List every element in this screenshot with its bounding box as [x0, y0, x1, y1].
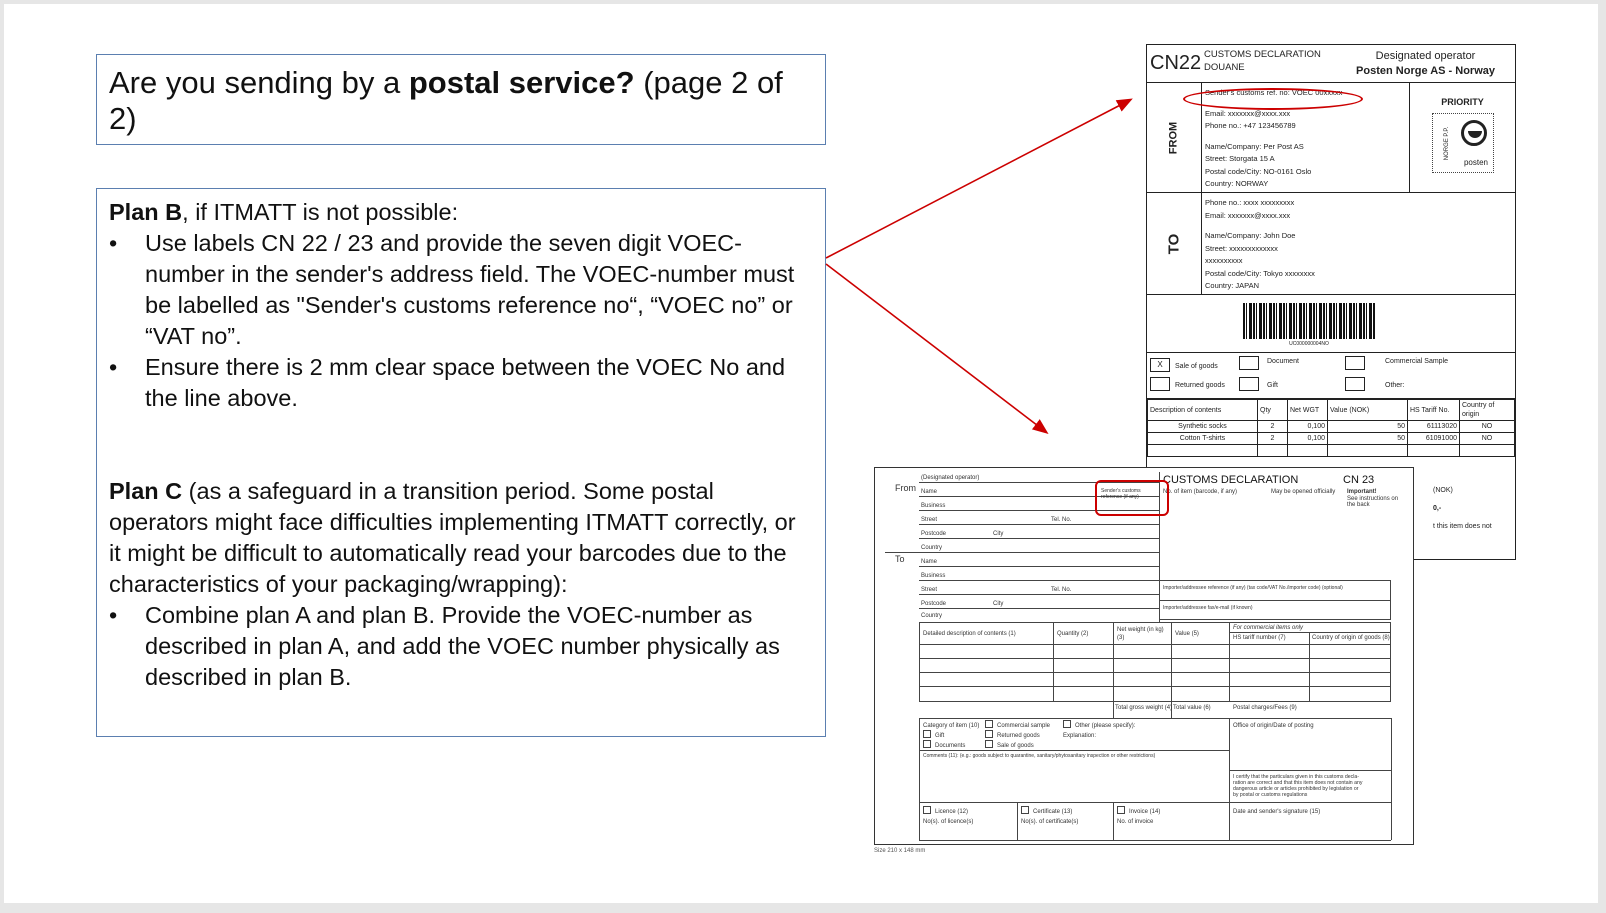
cn22-to-section: TO Phone no.: xxxx xxxxxxxxx Email: xxxxxxx@xxxx.xxx Name/Company: John Doe Street: xxxxxxxxxxxxx xxxxxxxxxx Postal code/City: Tokyo xxxxxxxx Country: JAPAN — [1147, 193, 1515, 295]
sender-ref-highlight — [1095, 480, 1169, 516]
cn22-code: CN22 — [1150, 52, 1202, 74]
voec-highlight-ellipse — [1183, 88, 1363, 110]
plan-b-list — [109, 228, 813, 414]
plan-c-bullet: • Combine plan A and plan B. Provide the VOEC-number as described in plan A, and add the VOEC number physically as described in plan B. — [109, 600, 813, 693]
plan-b-bullet: • Use labels CN 22 / 23 and provide the seven digit VOEC-number in the sender's address field. The VOEC-number must be labelled as "Sender's customs reference no“, “VOEC no” or “VAT no”. — [109, 228, 813, 352]
barcode-section: UC000000004NO — [1147, 295, 1515, 353]
cn22-from-section: FROM Sender's customs ref. no: VOEC 00xxxxx Email: xxxxxxx@xxxx.xxx Phone no.: +47 123456789 Name/Company: Per Post AS Street: Storgata 15 A Postal code/City: NO-0161 Oslo Country: NORWAY PRIORITY NORGE P.P. posten — [1147, 83, 1515, 193]
plan-c-heading: Plan C (as a safeguard in a transition period. Some postal operators might face difficulties implementing ITMATT correctly, or it might be difficult to automatically read your barcodes due to the characteristics of your packaging/wrapping): — [109, 478, 796, 597]
slide — [4, 4, 1598, 903]
content-box — [96, 188, 826, 737]
cn22-declaration-title: CUSTOMS DECLARATION DOUANE — [1204, 49, 1321, 73]
barcode-icon — [1243, 303, 1375, 339]
posten-stamp-icon: NORGE P.P. posten — [1432, 113, 1494, 173]
cn22-operator: Designated operator Posten Norge AS - Norway — [1356, 50, 1495, 77]
cn22-contents-table: Description of contents Qty Net WGT Value (NOK) HS Tariff No. Country of origin Synthetic socks 2 0,100 50 61113020 NO Cotton T-shirts 2 0,100 50 61091000 NO — [1147, 399, 1515, 457]
arrow-to-cn23 — [826, 264, 1046, 432]
plan-b-bullet: • Ensure there is 2 mm clear space between the VOEC No and the line above. — [109, 352, 813, 414]
voec-reference: Sender's customs ref. no: VOEC 00xxxxx — [1205, 88, 1343, 97]
size-note: Size 210 x 148 mm — [874, 848, 926, 854]
arrow-to-cn22 — [826, 100, 1130, 258]
page-title: Are you sending by a postal service? (page 2 of 2) — [109, 65, 783, 136]
title-box — [96, 54, 826, 145]
plan-b-heading: Plan B, if ITMATT is not possible: — [109, 199, 459, 225]
plan-c-list — [109, 600, 813, 693]
cn23-form-image: (Designated operator) From Name Business Street Tel. No. Postcode City Country To Name Business Street Tel. No. Postcode City Country CUSTOMS DECLARATION CN 23 Sender's customs reference (if any) No. of item (barcode, if any) May be opened officially Important! See instructions on the back Importer/addressee reference (if any) (tax code/VAT No./importer code) (optional) Importer/addressee fax/e-mail (if known) Detailed description of contents (1) Quantity (2) Net weight (in kg) (3) Value (5) For commercial items only HS tariff number (7) Country of origin of goods (8) Total gross weight (4) Total value (6) Postal charges/Fees (9) Category of item (10) Commercial sample Other (please specify): Gift Returned goods Explanation: Documents Sale of goods Office of origin/Date of posting Comments (11): (e.g.: goods subject to quarantine, sanitary/phytosanitary inspection or other restrictions) I certify that the particulars given in this customs decla- ration are correct and that this item does not contain any dangerous article or articles prohibited by legislation or by postal or customs regulations Licence (12) No(s). of licence(s) Certificate (13) No(s). of certificate(s) Invoice (14) No. of invoice Date and sender's signature (15) — [874, 467, 1414, 845]
cn22-label-image: CN22 CUSTOMS DECLARATION DOUANE Designated operator Posten Norge AS - Norway FROM Sender's customs ref. no: VOEC 00xxxxx Email: xxxxxxx@xxxx.xxx Phone no.: +47 123456789 Name/Company: Per Post AS Street: Storgata 15 A Postal code/City: NO-0161 Oslo Country: NORWAY PRIORITY NORGE P.P. posten TO Phone no.: xxxx xxxxxxxxx Email: xxxxxxx@xxxx.xxx Name/Company: John Doe Street: xxxxxxxxxxxxx xxxxxxxxxx Postal code/City: Tokyo xxxxxxxx Country: JAPAN UC000000004NO X Sale of goods Returned goods Document Gift Commercial Sample Other: Description of contents Qty Net WGT Value (NOK) HS Tariff No. Country of origin Synthetic socks 2 0,100 50 61113020 NO Cotton T-shirts 2 0,100 50 61091000 NO (NOK) 0,- t this item does not — [1146, 44, 1516, 560]
priority-box: PRIORITY NORGE P.P. posten — [1409, 83, 1515, 193]
cn22-category-section: X Sale of goods Returned goods Document Gift Commercial Sample Other: — [1147, 353, 1515, 399]
